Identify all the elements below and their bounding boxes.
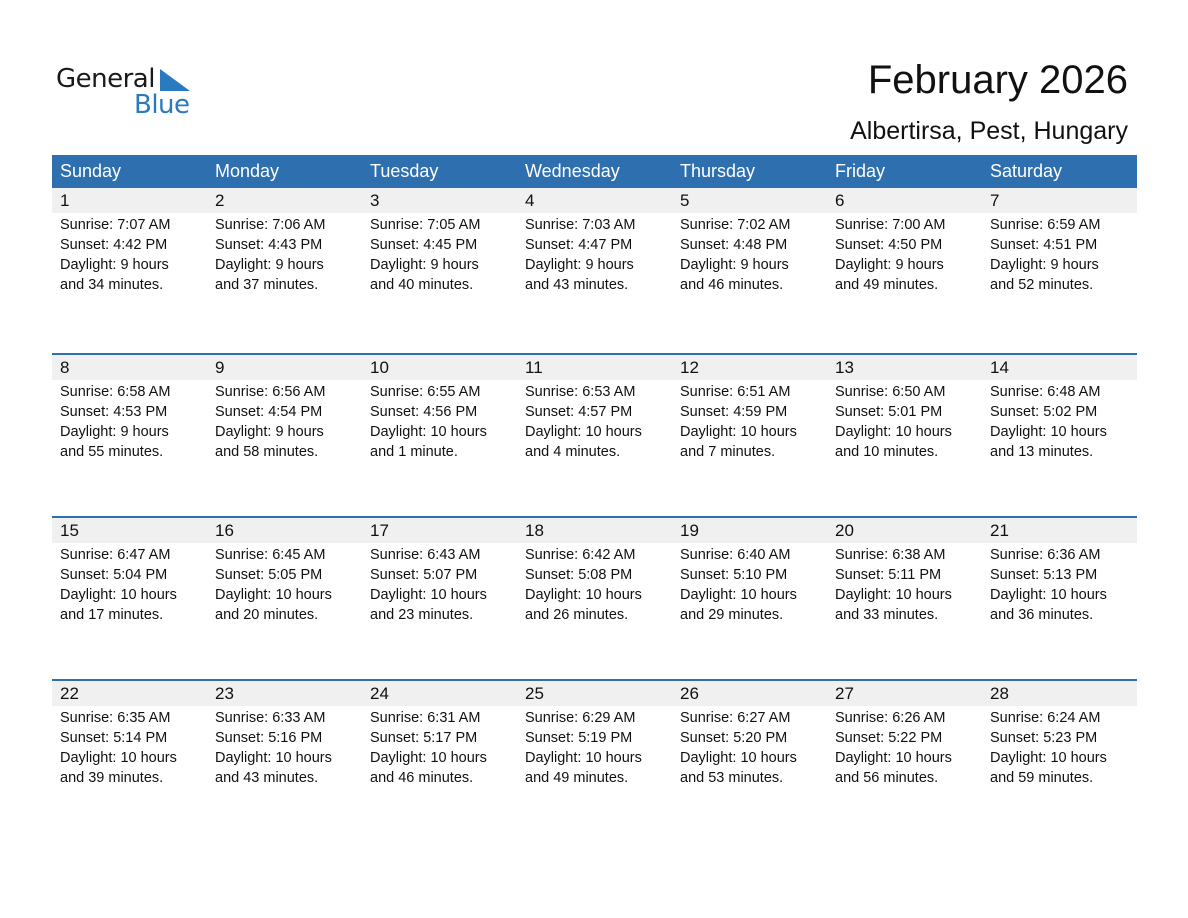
sunrise-text: Sunrise: 6:40 AM: [680, 547, 791, 563]
week-row: [52, 679, 1137, 842]
day-cell: [982, 213, 1137, 295]
day-info-row: [52, 543, 1137, 625]
daylight-text: and 39 minutes.: [60, 770, 164, 786]
daylight-text: Daylight: 10 hours: [60, 587, 177, 603]
daylight-text: and 56 minutes.: [835, 770, 939, 786]
sunrise-text: Sunrise: 7:03 AM: [525, 217, 636, 233]
weekday-header: Saturday: [990, 161, 1063, 181]
daylight-text: Daylight: 10 hours: [835, 587, 952, 603]
sunset-text: Sunset: 4:47 PM: [525, 237, 633, 253]
day-cell: [362, 380, 517, 462]
daylight-text: Daylight: 10 hours: [680, 424, 797, 440]
daylight-text: Daylight: 10 hours: [990, 587, 1107, 603]
daylight-text: and 49 minutes.: [525, 770, 629, 786]
sunset-text: Sunset: 4:53 PM: [60, 404, 168, 420]
sunset-text: Sunset: 4:54 PM: [215, 404, 323, 420]
weekday-header: Thursday: [680, 161, 756, 181]
sunset-text: Sunset: 5:01 PM: [835, 404, 943, 420]
sunset-text: Sunset: 5:04 PM: [60, 567, 168, 583]
sunrise-text: Sunrise: 6:33 AM: [215, 710, 326, 726]
day-cell: [207, 213, 362, 295]
day-number: 14: [990, 358, 1009, 377]
daylight-text: and 46 minutes.: [370, 770, 474, 786]
date-band: [52, 355, 1137, 380]
sunrise-text: Sunrise: 6:29 AM: [525, 710, 636, 726]
daylight-text: Daylight: 10 hours: [370, 424, 487, 440]
sunrise-text: Sunrise: 7:02 AM: [680, 217, 791, 233]
sunrise-text: Sunrise: 6:50 AM: [835, 384, 946, 400]
sunset-text: Sunset: 4:57 PM: [525, 404, 633, 420]
daylight-text: and 7 minutes.: [680, 444, 776, 460]
daylight-text: Daylight: 10 hours: [680, 587, 797, 603]
daylight-text: and 58 minutes.: [215, 444, 319, 460]
weekday-header: Monday: [215, 161, 280, 181]
day-info-row: [52, 706, 1137, 788]
daylight-text: Daylight: 9 hours: [680, 257, 789, 273]
weekday-header-row: [52, 155, 1137, 188]
day-cell: [52, 213, 207, 295]
daylight-text: and 29 minutes.: [680, 607, 784, 623]
daylight-text: Daylight: 10 hours: [370, 750, 487, 766]
daylight-text: and 23 minutes.: [370, 607, 474, 623]
daylight-text: and 13 minutes.: [990, 444, 1094, 460]
day-cell: [827, 213, 982, 295]
day-cell: [827, 380, 982, 462]
day-cell: [52, 543, 207, 625]
daylight-text: Daylight: 10 hours: [215, 750, 332, 766]
sunset-text: Sunset: 5:17 PM: [370, 730, 478, 746]
sunrise-text: Sunrise: 6:58 AM: [60, 384, 171, 400]
day-number: 9: [215, 358, 225, 377]
day-number: 15: [60, 521, 79, 540]
daylight-text: and 37 minutes.: [215, 277, 319, 293]
daylight-text: Daylight: 10 hours: [370, 587, 487, 603]
daylight-text: and 33 minutes.: [835, 607, 939, 623]
sunset-text: Sunset: 5:20 PM: [680, 730, 788, 746]
sunset-text: Sunset: 4:59 PM: [680, 404, 788, 420]
location-subtitle: Albertirsa, Pest, Hungary: [850, 117, 1128, 145]
sunset-text: Sunset: 4:43 PM: [215, 237, 323, 253]
day-number: 3: [370, 191, 380, 210]
logo-triangle-icon: [160, 69, 190, 91]
daylight-text: and 20 minutes.: [215, 607, 319, 623]
daylight-text: Daylight: 10 hours: [835, 750, 952, 766]
week-row: [52, 188, 1137, 353]
sunset-text: Sunset: 4:42 PM: [60, 237, 168, 253]
daylight-text: Daylight: 9 hours: [835, 257, 944, 273]
daylight-text: Daylight: 10 hours: [525, 424, 642, 440]
day-number: 22: [60, 684, 79, 703]
daylight-text: and 55 minutes.: [60, 444, 164, 460]
daylight-text: Daylight: 10 hours: [990, 750, 1107, 766]
sunset-text: Sunset: 5:02 PM: [990, 404, 1098, 420]
day-number: 12: [680, 358, 699, 377]
sunset-text: Sunset: 5:13 PM: [990, 567, 1098, 583]
sunrise-text: Sunrise: 7:07 AM: [60, 217, 171, 233]
daylight-text: and 4 minutes.: [525, 444, 621, 460]
sunrise-text: Sunrise: 6:45 AM: [215, 547, 326, 563]
daylight-text: Daylight: 9 hours: [60, 257, 169, 273]
daylight-text: and 17 minutes.: [60, 607, 164, 623]
day-number: 18: [525, 521, 544, 540]
sunrise-text: Sunrise: 6:47 AM: [60, 547, 171, 563]
logo-text-general: General: [56, 64, 155, 94]
daylight-text: Daylight: 9 hours: [990, 257, 1099, 273]
logo: [56, 64, 196, 120]
day-cell: [827, 706, 982, 788]
sunrise-text: Sunrise: 6:38 AM: [835, 547, 946, 563]
day-number: 21: [990, 521, 1009, 540]
day-info-row: [52, 380, 1137, 462]
page-title: February 2026: [867, 58, 1128, 102]
daylight-text: Daylight: 9 hours: [370, 257, 479, 273]
weeks-container: [52, 188, 1137, 842]
day-cell: [207, 543, 362, 625]
daylight-text: and 43 minutes.: [525, 277, 629, 293]
daylight-text: Daylight: 10 hours: [60, 750, 177, 766]
sunset-text: Sunset: 4:45 PM: [370, 237, 478, 253]
daylight-text: and 53 minutes.: [680, 770, 784, 786]
day-cell: [982, 706, 1137, 788]
daylight-text: Daylight: 10 hours: [835, 424, 952, 440]
day-number: 19: [680, 521, 699, 540]
day-cell: [207, 380, 362, 462]
day-cell: [517, 380, 672, 462]
sunset-text: Sunset: 5:19 PM: [525, 730, 633, 746]
sunset-text: Sunset: 4:51 PM: [990, 237, 1098, 253]
daylight-text: and 46 minutes.: [680, 277, 784, 293]
day-number: 4: [525, 191, 535, 210]
sunset-text: Sunset: 5:07 PM: [370, 567, 478, 583]
week-row: [52, 353, 1137, 516]
sunset-text: Sunset: 5:11 PM: [835, 567, 942, 583]
day-number: 17: [370, 521, 389, 540]
sunrise-text: Sunrise: 6:53 AM: [525, 384, 636, 400]
day-cell: [982, 543, 1137, 625]
day-number: 26: [680, 684, 699, 703]
daylight-text: and 10 minutes.: [835, 444, 939, 460]
daylight-text: Daylight: 10 hours: [680, 750, 797, 766]
daylight-text: and 43 minutes.: [215, 770, 319, 786]
day-number: 13: [835, 358, 854, 377]
weekday-header: Tuesday: [370, 161, 439, 181]
daylight-text: and 36 minutes.: [990, 607, 1094, 623]
date-band: [52, 518, 1137, 543]
sunset-text: Sunset: 5:16 PM: [215, 730, 323, 746]
daylight-text: Daylight: 10 hours: [525, 587, 642, 603]
daylight-text: and 40 minutes.: [370, 277, 474, 293]
sunrise-text: Sunrise: 6:55 AM: [370, 384, 481, 400]
day-cell: [52, 706, 207, 788]
day-cell: [672, 706, 827, 788]
sunset-text: Sunset: 4:48 PM: [680, 237, 788, 253]
day-cell: [672, 213, 827, 295]
sunrise-text: Sunrise: 6:24 AM: [990, 710, 1101, 726]
date-band: [52, 681, 1137, 706]
day-cell: [517, 213, 672, 295]
daylight-text: and 34 minutes.: [60, 277, 164, 293]
daylight-text: Daylight: 9 hours: [215, 257, 324, 273]
day-number: 28: [990, 684, 1009, 703]
sunset-text: Sunset: 5:10 PM: [680, 567, 788, 583]
sunrise-text: Sunrise: 7:05 AM: [370, 217, 481, 233]
day-number: 11: [525, 358, 543, 377]
sunset-text: Sunset: 5:22 PM: [835, 730, 943, 746]
day-number: 1: [60, 191, 70, 210]
day-number: 27: [835, 684, 854, 703]
day-number: 8: [60, 358, 70, 377]
day-number: 20: [835, 521, 854, 540]
day-cell: [362, 213, 517, 295]
daylight-text: and 52 minutes.: [990, 277, 1094, 293]
sunset-text: Sunset: 5:08 PM: [525, 567, 633, 583]
day-cell: [362, 706, 517, 788]
sunset-text: Sunset: 5:23 PM: [990, 730, 1098, 746]
day-number: 10: [370, 358, 389, 377]
weekday-header: Friday: [835, 161, 886, 181]
day-cell: [672, 380, 827, 462]
day-cell: [517, 706, 672, 788]
sunrise-text: Sunrise: 7:06 AM: [215, 217, 326, 233]
date-band: [52, 188, 1137, 213]
day-number: 6: [835, 191, 845, 210]
sunrise-text: Sunrise: 6:35 AM: [60, 710, 171, 726]
sunrise-text: Sunrise: 6:43 AM: [370, 547, 481, 563]
calendar-grid: [52, 155, 1137, 842]
sunrise-text: Sunrise: 6:42 AM: [525, 547, 636, 563]
sunrise-text: Sunrise: 6:31 AM: [370, 710, 481, 726]
day-cell: [207, 706, 362, 788]
sunrise-text: Sunrise: 6:27 AM: [680, 710, 791, 726]
sunrise-text: Sunrise: 6:36 AM: [990, 547, 1101, 563]
day-info-row: [52, 213, 1137, 295]
daylight-text: and 1 minute.: [370, 444, 458, 460]
day-cell: [672, 543, 827, 625]
day-cell: [52, 380, 207, 462]
sunrise-text: Sunrise: 6:51 AM: [680, 384, 791, 400]
day-number: 7: [990, 191, 1000, 210]
day-number: 5: [680, 191, 690, 210]
day-number: 2: [215, 191, 225, 210]
week-row: [52, 516, 1137, 679]
daylight-text: Daylight: 10 hours: [525, 750, 642, 766]
day-cell: [362, 543, 517, 625]
sunset-text: Sunset: 4:50 PM: [835, 237, 943, 253]
logo-text-blue: Blue: [134, 90, 190, 120]
day-number: 23: [215, 684, 234, 703]
sunrise-text: Sunrise: 7:00 AM: [835, 217, 946, 233]
sunrise-text: Sunrise: 6:56 AM: [215, 384, 326, 400]
daylight-text: Daylight: 9 hours: [215, 424, 324, 440]
day-cell: [517, 543, 672, 625]
daylight-text: Daylight: 10 hours: [215, 587, 332, 603]
day-cell: [827, 543, 982, 625]
day-number: 24: [370, 684, 389, 703]
sunrise-text: Sunrise: 6:59 AM: [990, 217, 1101, 233]
day-cell: [982, 380, 1137, 462]
daylight-text: Daylight: 9 hours: [60, 424, 169, 440]
day-number: 25: [525, 684, 544, 703]
sunrise-text: Sunrise: 6:26 AM: [835, 710, 946, 726]
daylight-text: Daylight: 9 hours: [525, 257, 634, 273]
day-number: 16: [215, 521, 234, 540]
daylight-text: and 26 minutes.: [525, 607, 629, 623]
sunset-text: Sunset: 5:14 PM: [60, 730, 168, 746]
weekday-header: Sunday: [60, 161, 122, 181]
daylight-text: and 49 minutes.: [835, 277, 939, 293]
sunset-text: Sunset: 4:56 PM: [370, 404, 478, 420]
daylight-text: and 59 minutes.: [990, 770, 1094, 786]
sunset-text: Sunset: 5:05 PM: [215, 567, 323, 583]
sunrise-text: Sunrise: 6:48 AM: [990, 384, 1101, 400]
daylight-text: Daylight: 10 hours: [990, 424, 1107, 440]
weekday-header: Wednesday: [525, 161, 620, 181]
